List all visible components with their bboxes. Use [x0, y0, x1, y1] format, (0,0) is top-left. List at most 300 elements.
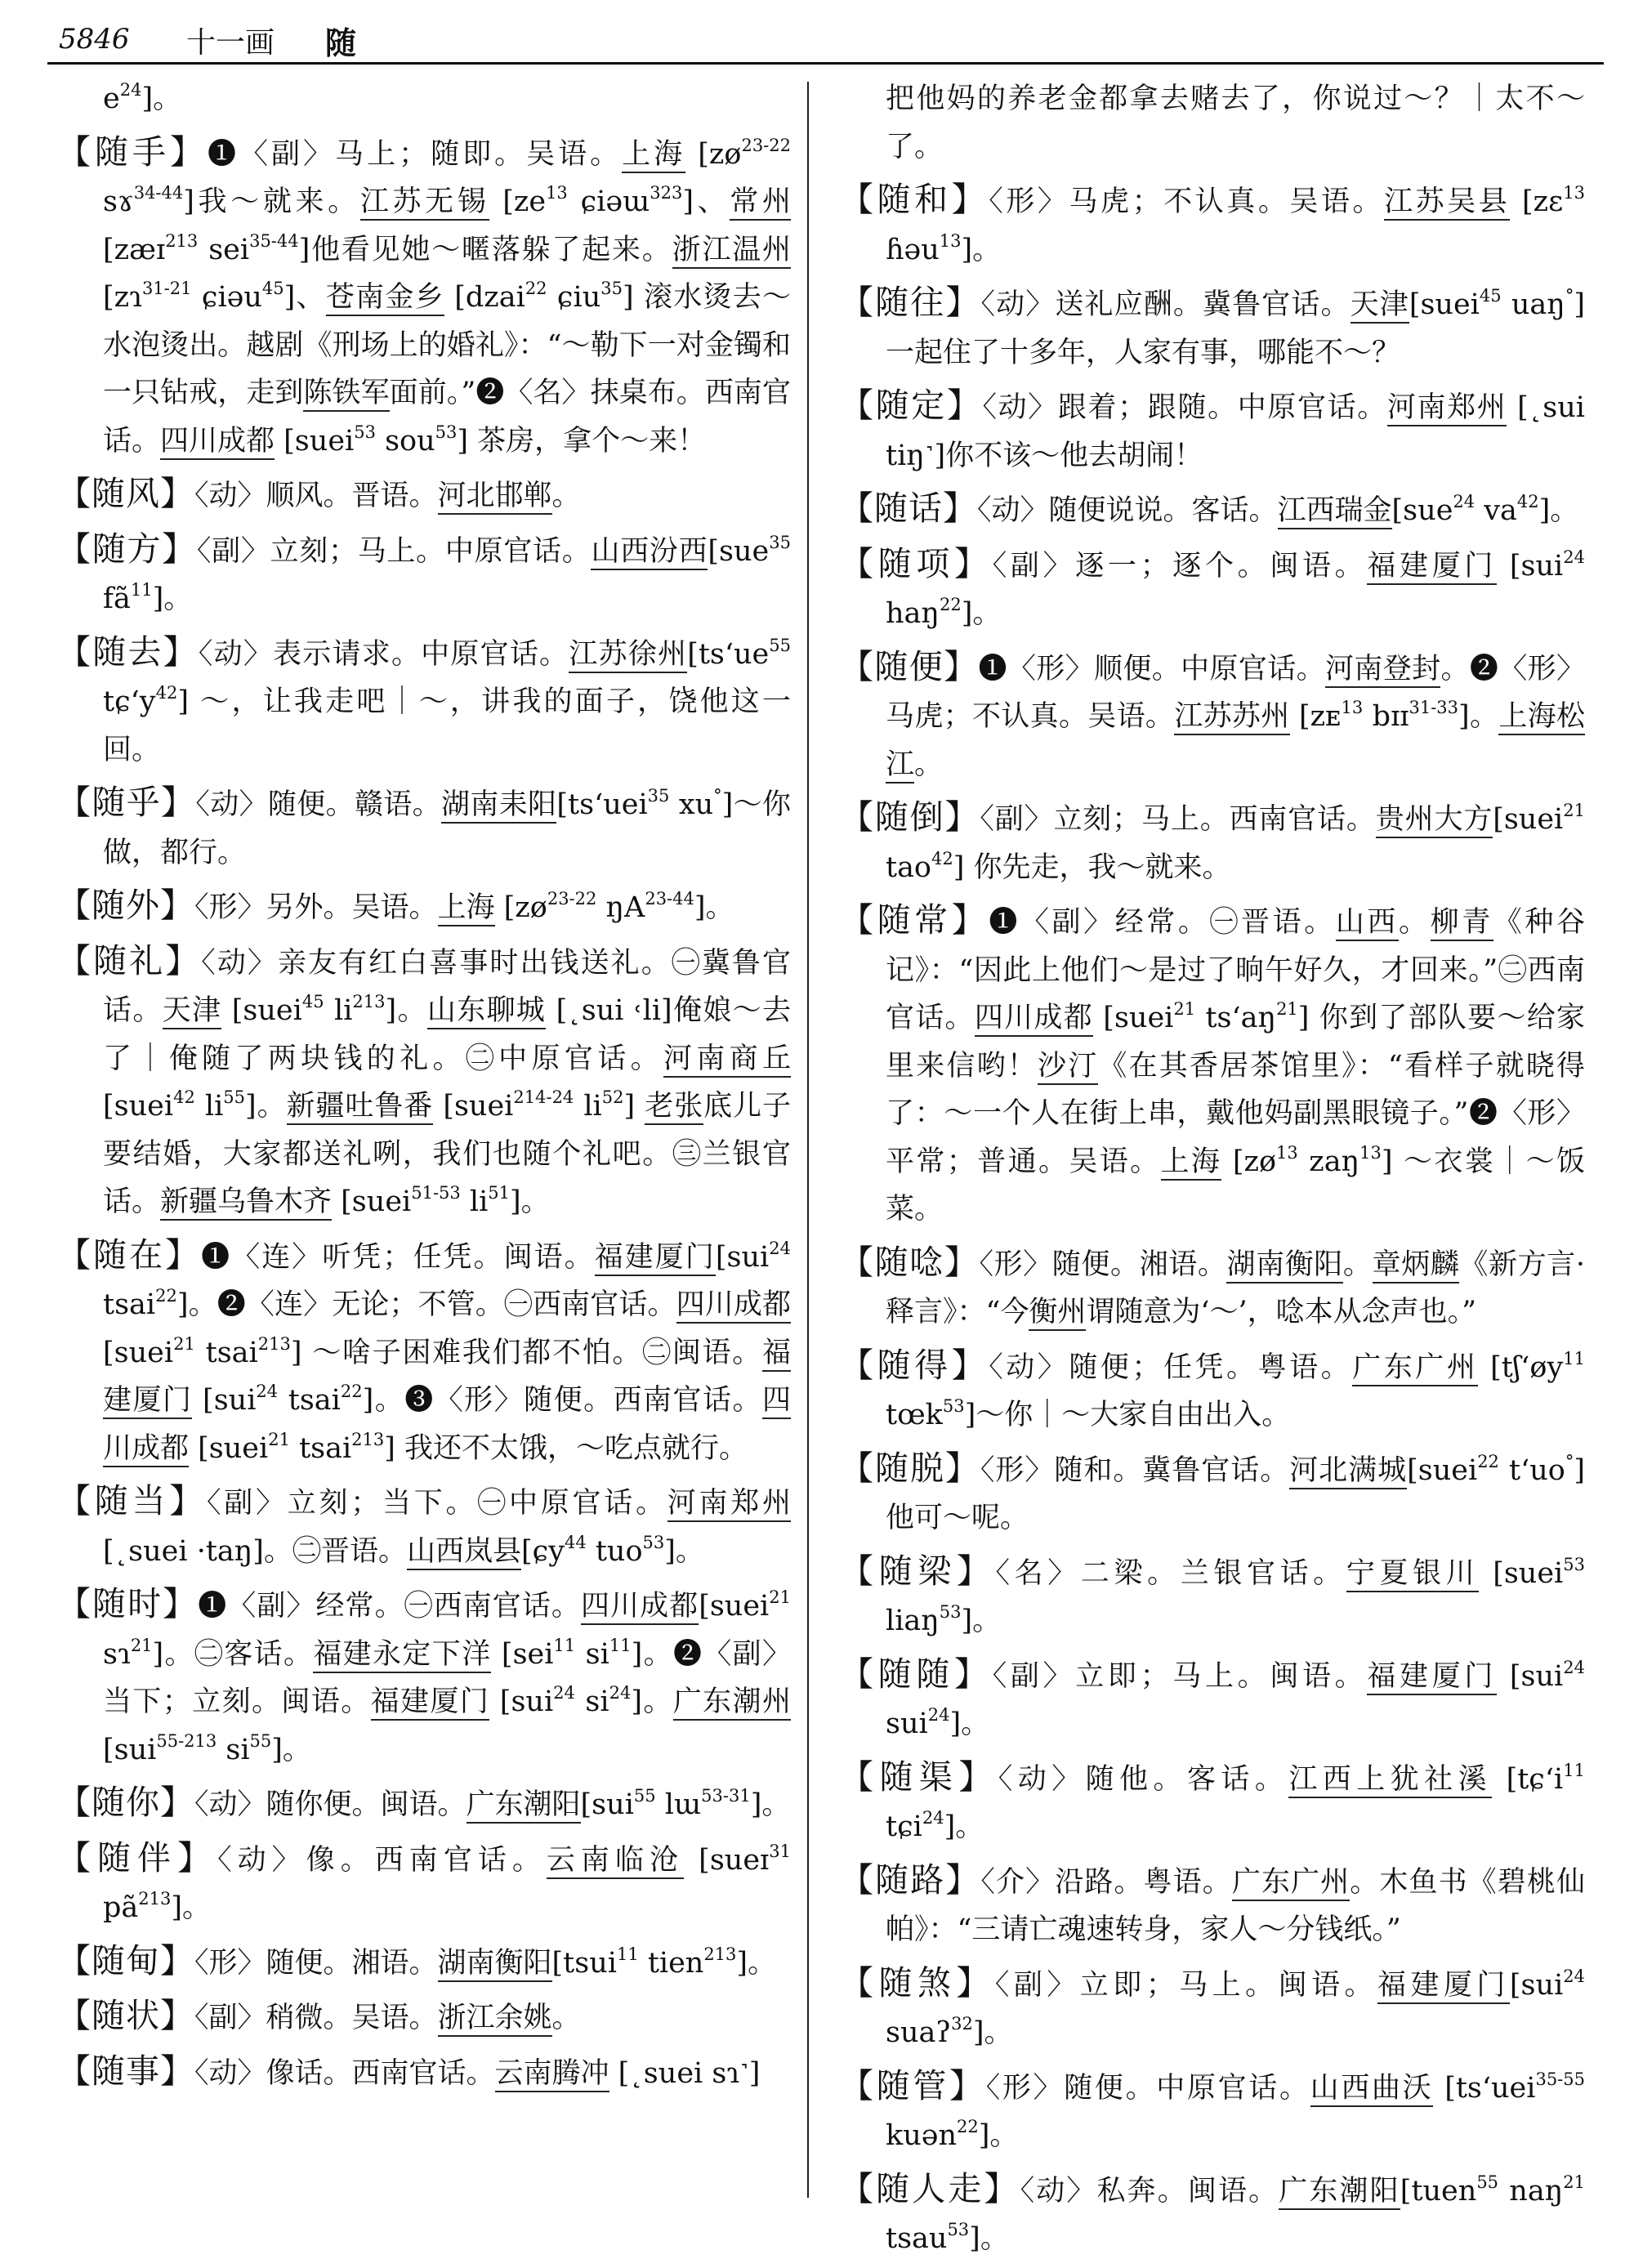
tone-superscript: 55 [1476, 2172, 1499, 2192]
definition-text: ]。 [972, 2016, 1013, 2049]
place-name: 山东聊城 [427, 994, 546, 1029]
place-name: 湖南衡阳 [1226, 1248, 1342, 1284]
definition-text: ]。 [944, 1810, 984, 1843]
tone-superscript: ° [1565, 1451, 1574, 1471]
tone-superscript: 53 [435, 422, 458, 442]
definition-text: [zø [685, 137, 742, 171]
definition-text: [sui [1509, 1968, 1564, 2002]
definition-text: [sei [491, 1637, 554, 1671]
place-name: 天津 [163, 994, 222, 1029]
tone-superscript: 52 [601, 1087, 624, 1107]
place-name: 福建永定下洋 [313, 1638, 491, 1673]
tone-superscript: 323 [650, 183, 683, 203]
definition-text: [suei [1479, 1556, 1564, 1590]
definition-text: si [574, 1685, 609, 1718]
definition-text: 《新方言·释言》：“今 [886, 1248, 1585, 1328]
definition-text: 〈形〉随便。湘语。 [194, 1946, 438, 1980]
definition-text: ]。 [141, 83, 182, 115]
definition-text: 〈动〉顺风。晋语。 [194, 480, 438, 512]
definition-text: [tuen [1400, 2174, 1477, 2208]
definition-text: tɕ‘y [103, 685, 156, 718]
tone-superscript: 213 [257, 1333, 291, 1354]
dictionary-entry [840, 1753, 1585, 1851]
definition-text: 〈动〉随他。客话。 [998, 1762, 1289, 1796]
tone-superscript: 31 [769, 1841, 791, 1861]
definition-text: [suei [275, 424, 355, 458]
place-name: 福建厦门 [1367, 550, 1497, 585]
tone-superscript: 55 [769, 635, 791, 655]
dictionary-entry [840, 279, 1585, 377]
tone-superscript: 42 [173, 1087, 195, 1107]
tone-superscript: 213 [138, 1889, 172, 1909]
continued-text [840, 75, 1585, 171]
definition-text: 〈副〉立即；马上。闽语。 [992, 1659, 1368, 1693]
place-name: 浙江余姚 [438, 2002, 552, 2037]
place-name: 江西上犹社溪 [1288, 1763, 1492, 1798]
definition-text: ❶〈连〉听凭；任凭。闽语。 [201, 1240, 595, 1274]
definition-text: zaŋ [1297, 1145, 1360, 1178]
dictionary-entry [840, 2165, 1585, 2263]
definition-text: 。 [1342, 1248, 1373, 1281]
definition-text: ] 茶房，拿个～来！ [457, 424, 707, 458]
tone-superscript: 53 [939, 1602, 962, 1622]
entry-headword: 【随时】 [57, 1584, 199, 1623]
definition-text: ]。 [385, 994, 427, 1027]
tone-superscript: 31-33 [1409, 698, 1459, 717]
tone-superscript: 213 [165, 230, 199, 251]
place-name: 章炳麟 [1373, 1248, 1460, 1284]
definition-text: [˛suei sɿ˺] [609, 2056, 761, 2090]
entry-headword: 【随唸】 [840, 1242, 980, 1282]
tone-superscript: 35-44 [249, 230, 299, 251]
tone-superscript: 21 [1563, 801, 1585, 820]
place-name: 四川成都 [103, 1384, 791, 1467]
definition-text: tao [886, 850, 932, 884]
definition-text: 〈副〉立刻；当下。㊀中原官话。 [207, 1487, 667, 1520]
entry-headword: 【随定】 [840, 386, 983, 425]
definition-text: [sueɪ [684, 1843, 770, 1877]
definition-text: [zᴇ [1289, 700, 1342, 733]
definition-text: 〈动〉送礼应酬。冀鲁官话。 [980, 288, 1351, 321]
dictionary-entry [57, 1779, 791, 1829]
entry-headword: 【随话】 [840, 489, 977, 528]
definition-text: ]。❷〈连〉无论；不管。㊀西南官话。 [176, 1288, 676, 1321]
definition-text: 把他妈的养老金都拿去赌去了，你说过～？｜太不～了。 [886, 83, 1585, 163]
definition-text: ]。❷〈副〉当下；立刻。闽语。 [103, 1637, 792, 1718]
place-name: 广东广州 [1352, 1351, 1478, 1386]
place-name: 湖南衡阳 [438, 1947, 552, 1982]
definition-text: ]。 [949, 1708, 990, 1740]
definition-text: [suei [699, 1590, 770, 1623]
definition-text: [suei [103, 1336, 174, 1369]
definition-text: ] 我还不太饿，～吃点就行。 [384, 1431, 748, 1465]
tone-superscript: 24 [1563, 1657, 1585, 1677]
tone-superscript: 23-22 [547, 889, 597, 909]
definition-text: sɤ [103, 185, 134, 218]
definition-text: ]。 [1458, 700, 1499, 733]
definition-text: ] 你到了部队要～给家里来信哟！ [886, 1002, 1585, 1083]
tone-superscript: 55 [223, 1087, 245, 1107]
tone-superscript: 24 [1563, 1966, 1585, 1986]
tone-superscript: 53-31 [701, 1786, 751, 1806]
tone-superscript: 11 [609, 1635, 632, 1655]
definition-text: 〈形〉随便。中原官话。 [985, 2071, 1310, 2105]
place-name: 天津 [1351, 288, 1409, 324]
definition-text: ❶〈副〉马上；随即。吴语。 [208, 137, 623, 171]
place-name: 上海松江 [886, 700, 1585, 784]
definition-text: ]。㊁客话。 [152, 1637, 314, 1671]
entry-headword: 【随你】 [57, 1783, 194, 1822]
definition-text: tuo [586, 1534, 643, 1568]
tone-superscript: 13 [546, 183, 568, 203]
tone-superscript: 22 [525, 279, 547, 298]
definition-text: e [103, 83, 120, 115]
definition-text: 〈形〉马虎；不认真。吴语。 [989, 185, 1385, 218]
entry-headword: 【随状】 [57, 1996, 194, 2035]
dictionary-entry [840, 1650, 1585, 1748]
definition-text: [tɕ‘i [1492, 1762, 1564, 1796]
tone-superscript: 22 [1477, 1451, 1499, 1471]
place-name: 云南腾冲 [495, 2057, 609, 2092]
definition-text: ts‘aŋ [1195, 1002, 1277, 1034]
tone-superscript: 11 [1563, 1760, 1585, 1780]
tone-superscript: 35 [647, 786, 670, 806]
place-name: 广东潮阳 [467, 1788, 581, 1824]
entry-headword: 【随方】 [57, 529, 197, 569]
dictionary-entry [840, 1547, 1585, 1645]
definition-text: ]。 [961, 233, 1002, 266]
tone-superscript: 213 [352, 992, 386, 1011]
definition-text: ] 你先走，我～就来。 [953, 850, 1231, 884]
entry-headword: 【随礼】 [57, 940, 202, 980]
definition-text: ]。 [152, 583, 193, 615]
definition-text: 〈动〉随便；任凭。粤语。 [989, 1351, 1353, 1384]
entry-headword: 【随煞】 [840, 1962, 995, 2002]
entry-headword: 【随得】 [840, 1345, 989, 1385]
tone-superscript: 21 [130, 1635, 153, 1655]
place-name: 陈铁军 [303, 377, 389, 412]
tone-superscript: 11 [1563, 1348, 1586, 1368]
place-name: 江苏无锡 [360, 185, 490, 221]
tone-superscript: 214-24 [513, 1087, 574, 1107]
definition-text: ] ～衣裳｜～饭菜。 [886, 1145, 1585, 1226]
definition-text: ]他看见她～暱落躲了起来。 [298, 233, 672, 266]
tone-superscript: 53 [1563, 1554, 1585, 1574]
definition-text: [sue [1391, 494, 1453, 527]
tone-superscript: 24 [553, 1683, 575, 1703]
place-name: 上海 [438, 891, 495, 926]
definition-text: 〈副〉稍微。吴语。 [194, 2002, 438, 2034]
definition-text: pã [103, 1891, 139, 1924]
definition-text: ❶〈形〉顺便。中原官话。 [978, 652, 1325, 685]
place-name: 四川成都 [975, 1002, 1093, 1037]
definition-text: 〈动〉亲友有红白喜事时出钱送礼。㊀冀鲁官话。 [103, 946, 791, 1027]
tone-superscript: 53 [354, 422, 376, 442]
place-name: 山西曲沃 [1310, 2072, 1434, 2107]
definition-text: tsau [886, 2222, 948, 2255]
definition-text: sou [375, 424, 435, 458]
place-name: 江苏徐州 [569, 638, 687, 673]
place-name: 广东潮州 [673, 1685, 791, 1721]
tone-superscript: 21 [1276, 999, 1298, 1019]
definition-text: ]一起住了十多年，人家有事，哪能不～？ [886, 288, 1585, 369]
definition-text: [suei [1409, 288, 1480, 321]
definition-text: [sue [708, 534, 770, 568]
definition-text: 〈介〉沿路。粤语。 [980, 1865, 1232, 1899]
definition-text: ❶〈副〉经常。㊀西南官话。 [198, 1590, 581, 1623]
definition-text: ]。 [245, 1090, 287, 1123]
tone-superscript: 55 [633, 1786, 656, 1806]
definition-text: tsai [194, 1336, 258, 1369]
definition-text: [suei [332, 1185, 412, 1218]
place-name: 江西瑞金 [1278, 494, 1392, 529]
place-name: 浙江温州 [672, 234, 791, 269]
entry-headword: 【随渠】 [840, 1757, 998, 1797]
tone-superscript: 13 [939, 230, 962, 251]
left-column [57, 75, 791, 2102]
definition-text: [sui [1497, 1659, 1564, 1693]
definition-text: ɦəu [886, 233, 940, 266]
tone-superscript: 24 [119, 80, 142, 100]
place-name: 贵州大方 [1376, 803, 1493, 838]
place-name: 江苏苏州 [1174, 700, 1289, 735]
definition-text: ]。 [969, 2222, 1009, 2255]
entry-headword: 【随管】 [840, 2065, 986, 2105]
header-rule [47, 62, 1604, 65]
place-name: 河南郑州 [667, 1487, 791, 1522]
tone-superscript: 35 [600, 279, 623, 298]
tone-superscript: 42 [1516, 492, 1539, 511]
place-name: 河南商丘 [663, 1042, 791, 1078]
dictionary-entry [840, 540, 1585, 638]
definition-text: ]。 [978, 2119, 1019, 2152]
definition-text: haŋ [886, 597, 940, 630]
definition-text: ] [623, 1090, 645, 1123]
entry-headword: 【随便】 [840, 646, 979, 686]
place-name: 沙汀 [1038, 1050, 1098, 1085]
entry-headword: 【随风】 [57, 474, 194, 513]
tone-superscript: ° [713, 786, 722, 806]
definition-text: tɕi [886, 1810, 922, 1843]
tone-superscript: 21 [173, 1333, 195, 1354]
place-name: 上海 [622, 138, 685, 173]
definition-text: 。 [1399, 906, 1431, 939]
definition-text: 〈副〉立刻；马上。中原官话。 [196, 534, 592, 568]
right-column [840, 75, 1585, 2268]
dictionary-entry [840, 1444, 1585, 1543]
definition-text: [sui [580, 1788, 634, 1821]
tone-superscript: 24 [256, 1382, 279, 1401]
definition-text: [zɿ [103, 281, 142, 314]
definition-text: kuən [886, 2119, 958, 2152]
definition-text: ]。❸〈形〉随便。西南官话。 [362, 1384, 762, 1417]
place-name: 常州 [730, 185, 791, 221]
definition-text: suaʔ [886, 2016, 952, 2049]
definition-text: liaŋ [886, 1605, 940, 1637]
definition-text: fã [103, 583, 131, 615]
entry-headword: 【随当】 [57, 1481, 207, 1520]
entry-headword: 【随手】 [57, 132, 208, 172]
tone-superscript: 42 [931, 848, 953, 868]
dictionary-entry [57, 1231, 791, 1473]
definition-text: [tʃ‘øy [1478, 1351, 1564, 1384]
dictionary-entry [840, 793, 1585, 891]
definition-text: [zø [1221, 1145, 1277, 1178]
entry-headword: 【随甸】 [57, 1940, 194, 1980]
definition-text: ]。 [631, 1685, 673, 1718]
tone-superscript: 45 [261, 279, 284, 298]
dictionary-entry [840, 643, 1585, 789]
place-name: 新疆乌鲁木齐 [160, 1185, 332, 1221]
dictionary-entry [57, 2047, 791, 2098]
tone-superscript: 13 [1341, 698, 1364, 717]
entry-headword: 【随人走】 [840, 2168, 1020, 2208]
definition-text: [sui [715, 1240, 770, 1274]
definition-text: [suei [103, 1090, 174, 1123]
entry-headword: 【随梁】 [840, 1551, 996, 1591]
dictionary-entry [840, 2062, 1585, 2160]
definition-text: 〈副〉立即；马上。闽语。 [994, 1968, 1378, 2002]
entry-headword: 【随和】 [840, 180, 989, 219]
definition-text: [suei [189, 1431, 269, 1465]
definition-text: ❶〈副〉经常。㊀晋语。 [989, 906, 1336, 939]
definition-text: tien [638, 1946, 704, 1980]
tone-superscript: 24 [1453, 492, 1476, 511]
tone-superscript: 55 [249, 1730, 272, 1751]
definition-text: 。 [914, 748, 944, 781]
entry-headword: 【随在】 [57, 1234, 202, 1275]
definition-text: ]。 [171, 1891, 212, 1924]
definition-text: ɕiu [547, 281, 601, 314]
definition-text: 谓随意为‘～’，唸本从念声也。” [1086, 1296, 1477, 1328]
tone-superscript: 213 [703, 1944, 737, 1964]
definition-text: ]。 [736, 1946, 777, 1980]
dictionary-entry [840, 484, 1585, 535]
definition-text: [ts‘uei [1433, 2071, 1536, 2105]
definition-text: tœk [886, 1399, 943, 1431]
definition-text: va [1475, 494, 1517, 527]
tone-superscript: 11 [130, 580, 153, 600]
dictionary-entry [57, 1937, 791, 1988]
dictionary-entry [840, 176, 1585, 274]
definition-text: ]～你做，都行。 [103, 788, 792, 869]
definition-text: 〈副〉逐一；逐个。闽语。 [992, 549, 1368, 583]
definition-text: [tsui [551, 1946, 617, 1980]
place-name: 四川成都 [160, 425, 275, 460]
tone-superscript: 55-213 [156, 1730, 217, 1751]
definition-text: 〈动〉随便。赣语。 [195, 788, 441, 821]
place-name: 苍南金乡 [326, 281, 444, 316]
definition-text: [zø [494, 891, 547, 924]
tone-superscript: 22 [155, 1286, 177, 1306]
tone-superscript: 24 [1563, 547, 1585, 567]
place-name: 柳青 [1431, 906, 1493, 941]
definition-text: 〈动〉随便说说。客话。 [977, 494, 1278, 527]
dictionary-entry [840, 1239, 1585, 1337]
definition-text: [˛sui ˓li]俺娘～去了｜俺随了两块钱的礼。㊁中原官话。 [103, 994, 791, 1075]
tone-superscript: 213 [351, 1429, 385, 1449]
stroke-count-label: 十一画 [186, 26, 275, 60]
place-name: 云南临沧 [547, 1844, 684, 1879]
page-number: 5846 [59, 23, 130, 56]
dictionary-entry [57, 128, 791, 466]
tone-superscript: 13 [1563, 183, 1585, 203]
tone-superscript: 21 [1563, 2172, 1585, 2192]
tone-superscript: 22 [957, 2117, 979, 2136]
place-name: 四川成都 [676, 1288, 791, 1324]
tone-superscript: 35-55 [1535, 2069, 1585, 2089]
tone-superscript: ° [1565, 286, 1574, 306]
place-name: 河南登封 [1325, 653, 1441, 688]
definition-text: ]。 [1538, 494, 1579, 527]
definition-text: ]。 [961, 597, 1002, 630]
dictionary-entry [57, 525, 791, 623]
entry-headword: 【随随】 [840, 1654, 993, 1694]
definition-text: [ts‘ue [687, 637, 770, 671]
definition-text: [zɛ [1510, 185, 1564, 218]
definition-text: [ze [489, 185, 547, 218]
definition-text: [˛sui tiŋ˺]你不该～他去胡闹！ [886, 391, 1585, 472]
tone-superscript: 13 [1359, 1142, 1382, 1163]
definition-text: [suei [221, 994, 302, 1027]
definition-text: 。❷〈形〉马虎；不认真。吴语。 [886, 652, 1585, 733]
definition-text: 〈动〉私奔。闽语。 [1020, 2174, 1279, 2208]
place-name: 福建厦门 [1377, 1969, 1510, 2004]
place-name: 福建厦门 [1367, 1660, 1497, 1695]
definition-text: 〈副〉立刻；马上。西南官话。 [980, 803, 1376, 836]
tone-superscript: 45 [1479, 286, 1502, 306]
tone-superscript: 23-44 [645, 889, 694, 909]
tone-superscript: 44 [565, 1532, 587, 1552]
definition-text: ŋA [596, 891, 645, 924]
entry-headword: 【随事】 [57, 2051, 194, 2091]
definition-text: tsai [289, 1431, 352, 1465]
tone-superscript: 11 [553, 1635, 576, 1655]
entry-headword: 【随常】 [840, 900, 989, 940]
definition-text: sei [198, 233, 250, 266]
definition-text: ]、 [682, 185, 730, 218]
definition-text: 〈动〉像话。西南官话。 [194, 2056, 495, 2090]
definition-text: [suei [1493, 803, 1564, 836]
entry-headword: 【随倒】 [840, 797, 980, 837]
definition-text: ]、 [283, 281, 326, 314]
tone-superscript: 45 [301, 992, 324, 1011]
definition-text: tsai [278, 1384, 341, 1417]
definition-text: naŋ [1498, 2174, 1564, 2208]
definition-text: li [194, 1090, 224, 1123]
definition-text: [sui [192, 1384, 257, 1417]
place-name: 河南郑州 [1387, 391, 1507, 426]
dictionary-entry [57, 779, 791, 877]
definition-text: [zæɪ [103, 233, 166, 266]
tone-superscript: 53 [942, 1396, 965, 1416]
definition-text: 《种谷记》：“因此上他们～是过了晌午好久，才回来。”㊁西南官话。 [886, 906, 1585, 1034]
definition-text: ]。 [271, 1733, 311, 1766]
entry-headword: 【随路】 [840, 1859, 981, 1900]
definition-text: [˛suei ·taŋ]。㊁晋语。 [103, 1534, 407, 1568]
tone-superscript: 51 [488, 1183, 511, 1203]
definition-text: 〈动〉表示请求。中原官话。 [198, 637, 569, 671]
place-name: 四川成都 [581, 1590, 699, 1625]
dictionary-entry [840, 1342, 1585, 1440]
entry-headword: 【随乎】 [57, 783, 196, 822]
definition-text: 。 [551, 2002, 581, 2034]
definition-text: ]。 [510, 1185, 550, 1218]
dictionary-entry [840, 382, 1585, 480]
tone-superscript: 53 [947, 2220, 970, 2239]
tone-superscript: 21 [268, 1429, 290, 1449]
definition-text: ] ～，让我走吧｜～，讲我的面子，饶他这一回。 [103, 685, 791, 766]
